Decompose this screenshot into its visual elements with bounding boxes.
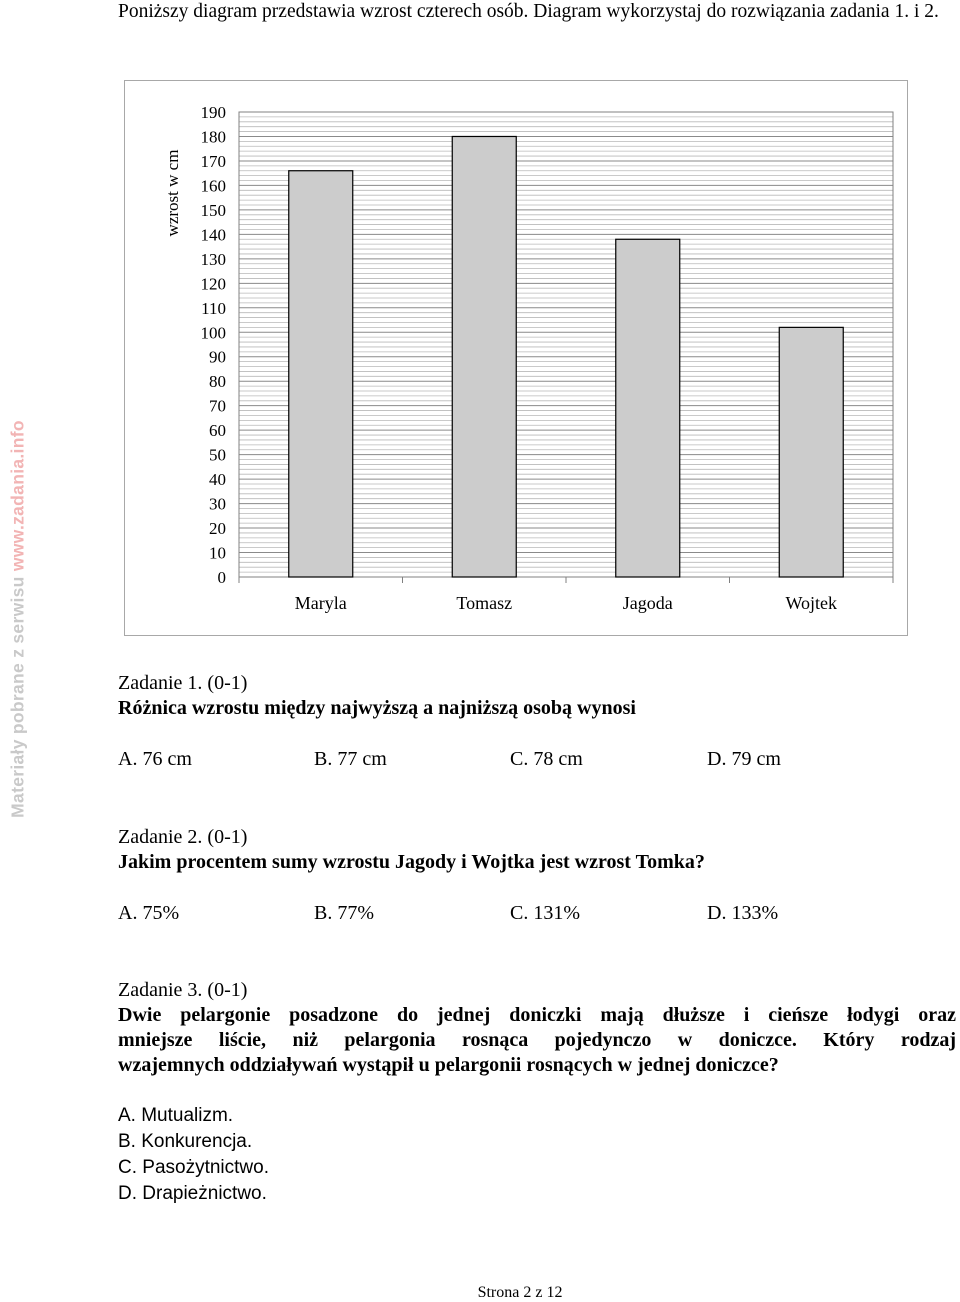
task3-question-line-2: mniejsze liście, niż pelargonia rosnąca pojedynczo w doniczce. Który rodzaj (118, 1029, 956, 1051)
x-tick-label: Maryla (294, 593, 347, 613)
task3-option-d[interactable]: D. Drapieżnictwo. (118, 1183, 267, 1204)
x-tick-label: Wojtek (785, 593, 838, 613)
x-tick-label: Tomasz (456, 593, 513, 613)
bar-chart (124, 80, 908, 636)
watermark-prefix: Materiały pobrane z serwisu (7, 571, 28, 818)
y-tick-label: 160 (200, 176, 226, 196)
task3-option-c[interactable]: C. Pasożytnictwo. (118, 1157, 269, 1178)
y-tick-label: 170 (200, 151, 226, 171)
task3-option-a[interactable]: A. Mutualizm. (118, 1105, 234, 1126)
task2-option-c[interactable]: C. 131% (510, 902, 580, 924)
task3-question-line-1: Dwie pelargonie posadzone do jednej doniczki mają dłuższe i cieńsze łodygi oraz (118, 1004, 956, 1026)
y-tick-label: 140 (200, 225, 226, 245)
task1-heading: Zadanie 1. (0-1) (118, 672, 248, 694)
task3-heading: Zadanie 3. (0-1) (118, 979, 248, 1001)
task1-option-d[interactable]: D. 79 cm (707, 748, 781, 770)
task2-option-d[interactable]: D. 133% (707, 902, 779, 924)
y-tick-label: 180 (200, 127, 226, 147)
y-tick-label: 20 (209, 519, 226, 539)
y-tick-label: 130 (200, 249, 226, 269)
y-tick-label: 30 (209, 494, 226, 514)
y-tick-label: 120 (200, 274, 226, 294)
y-tick-label: 50 (209, 445, 226, 465)
bar-tomasz (452, 136, 516, 577)
y-tick-label: 190 (200, 103, 226, 122)
task1-option-b[interactable]: B. 77 cm (314, 748, 387, 770)
task2-question: Jakim procentem sumy wzrostu Jagody i Wojtka jest wzrost Tomka? (118, 851, 705, 873)
y-tick-label: 0 (217, 568, 226, 587)
task3-question-line-3: wzajemnych oddziaływań wystąpił u pelargonii rosnących w jednej doniczce? (118, 1054, 779, 1076)
task1-option-c[interactable]: C. 78 cm (510, 748, 583, 770)
bar-jagoda (616, 239, 680, 577)
y-tick-label: 60 (209, 421, 226, 441)
task2-heading: Zadanie 2. (0-1) (118, 826, 248, 848)
y-tick-label: 150 (200, 200, 226, 220)
watermark (0, 420, 36, 818)
task2-option-b[interactable]: B. 77% (314, 902, 374, 924)
task3-option-b[interactable]: B. Konkurencja. (118, 1131, 253, 1152)
watermark-site: www.zadania.info (7, 420, 28, 572)
intro-text: Poniższy diagram przedstawia wzrost czterech osób. Diagram wykorzystaj do rozwiązania zadania 1. i 2. (118, 1, 939, 22)
page-number: Strona 2 z 12 (477, 1284, 563, 1301)
task1-option-a[interactable]: A. 76 cm (118, 748, 192, 770)
y-tick-label: 90 (209, 347, 226, 367)
bar-wojtek (779, 327, 843, 577)
y-tick-label: 70 (209, 396, 226, 416)
y-tick-label: 80 (209, 372, 226, 392)
x-tick-label: Jagoda (622, 593, 673, 613)
y-tick-label: 110 (201, 298, 226, 318)
bar-chart-svg (125, 81, 909, 637)
bar-maryla (289, 171, 353, 577)
y-axis-label: wzrost w cm (163, 149, 182, 237)
y-tick-label: 10 (209, 543, 226, 563)
y-tick-label: 40 (209, 470, 226, 490)
y-tick-label: 100 (200, 323, 226, 343)
task2-option-a[interactable]: A. 75% (118, 902, 180, 924)
task1-question: Różnica wzrostu między najwyższą a najniższą osobą wynosi (118, 697, 636, 719)
